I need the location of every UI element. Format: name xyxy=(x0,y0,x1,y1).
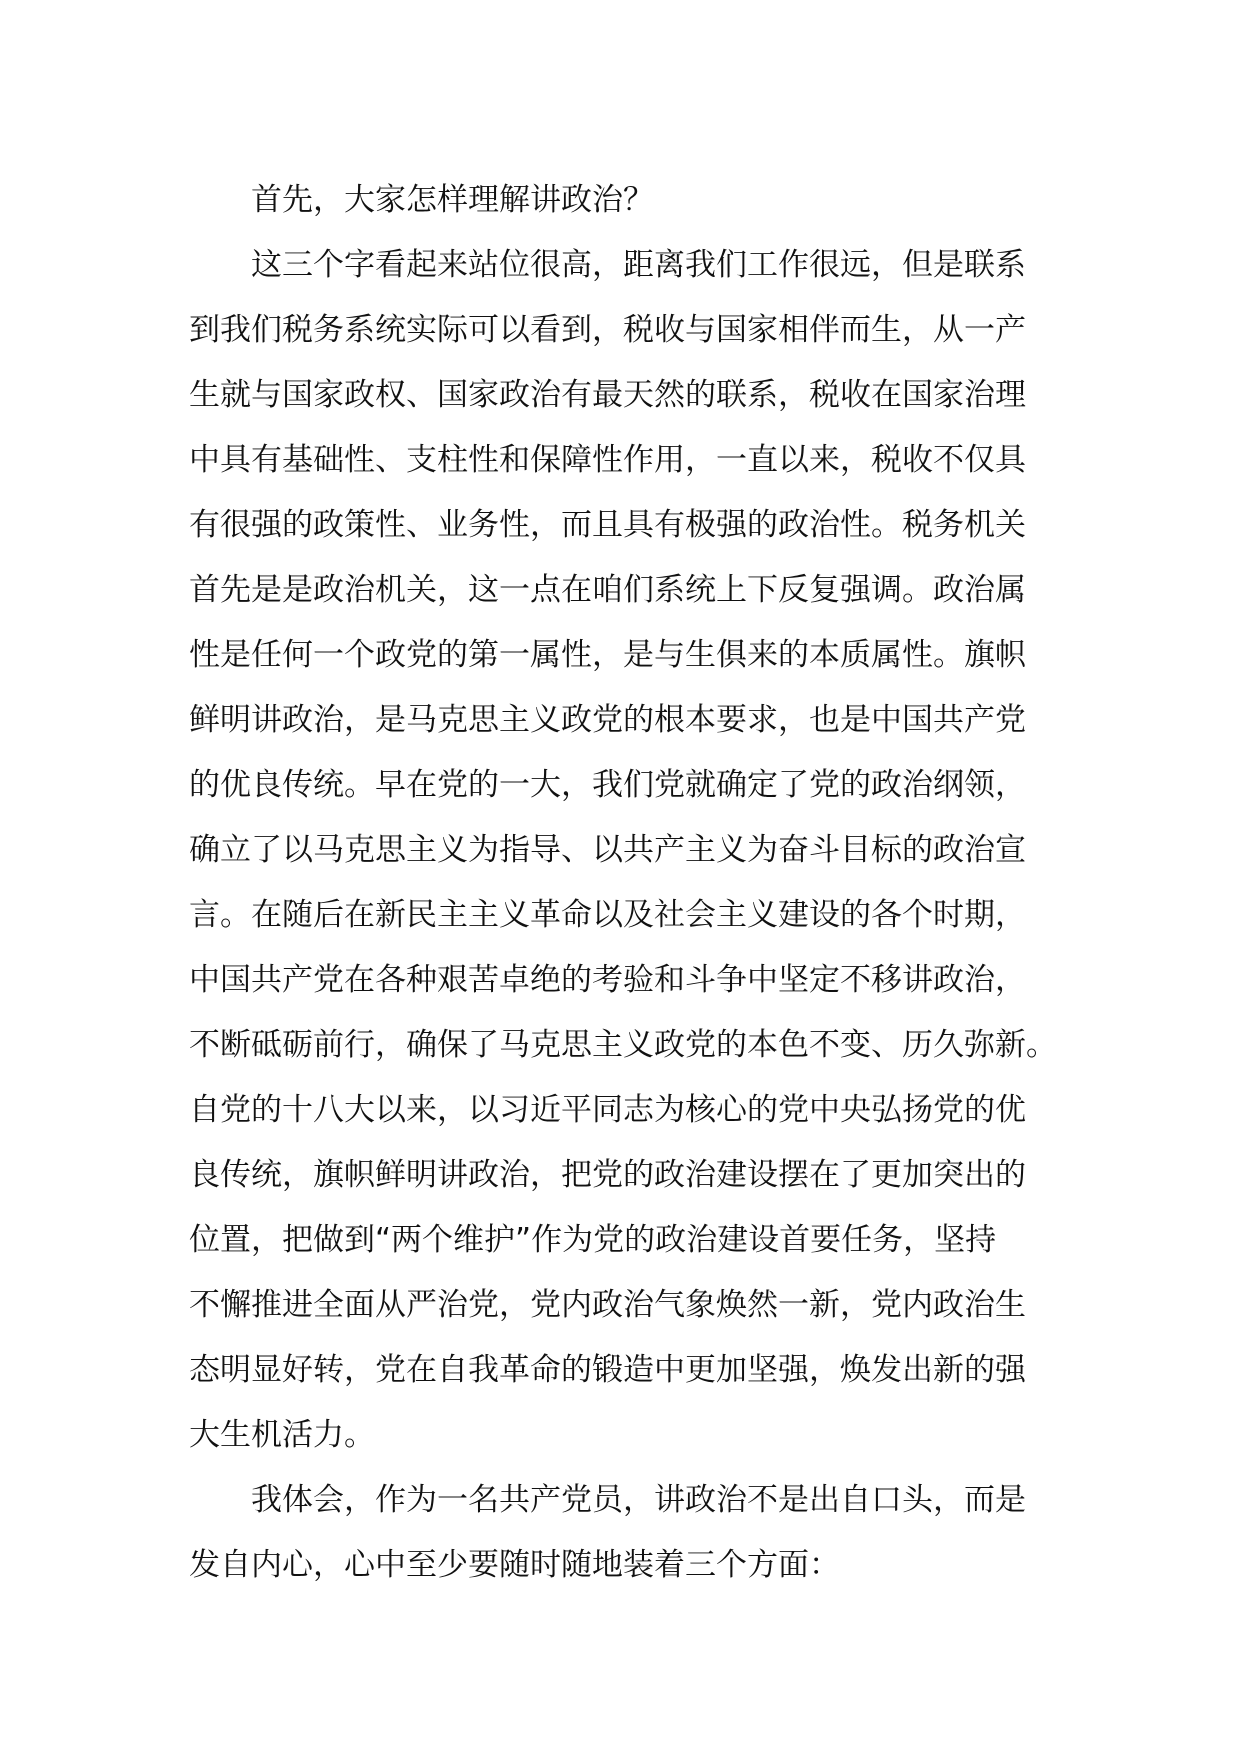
text-line: 中国共产党在各种艰苦卓绝的考验和斗争中坚定不移讲政治， xyxy=(189,962,1026,998)
text-line: 位置，把做到“两个维护”作为党的政治建设首要任务，坚持 xyxy=(189,1222,997,1258)
text-line: 发自内心，心中至少要随时随地装着三个方面： xyxy=(189,1547,840,1583)
text-line: 确立了以马克思主义为指导、以共产主义为奋斗目标的政治宣 xyxy=(189,832,1026,868)
body-text xyxy=(189,168,1059,1598)
text-line: 良传统，旗帜鲜明讲政治，把党的政治建设摆在了更加突出的 xyxy=(189,1157,1026,1193)
text-line: 的优良传统。早在党的一大，我们党就确定了党的政治纲领， xyxy=(189,767,1026,803)
paragraph-heading-line: 首先，大家怎样理解讲政治？ xyxy=(251,182,654,218)
text-line: 大生机活力。 xyxy=(189,1417,375,1453)
text-line: 有很强的政策性、业务性，而且具有极强的政治性。税务机关 xyxy=(189,507,1026,543)
text-line: 态明显好转，党在自我革命的锻造中更加坚强，焕发出新的强 xyxy=(189,1352,1026,1388)
text-line: 首先是是政治机关，这一点在咱们系统上下反复强调。政治属 xyxy=(189,572,1026,608)
text-line: 自党的十八大以来，以习近平同志为核心的党中央弘扬党的优 xyxy=(189,1092,1026,1128)
text-line: 到我们税务系统实际可以看到，税收与国家相伴而生，从一产 xyxy=(189,312,1026,348)
text-line: 鲜明讲政治，是马克思主义政党的根本要求，也是中国共产党 xyxy=(189,702,1026,738)
text-line: 中具有基础性、支柱性和保障性作用，一直以来，税收不仅具 xyxy=(189,442,1026,478)
text-line: 不懈推进全面从严治党，党内政治气象焕然一新，党内政治生 xyxy=(189,1287,1026,1323)
text-line: 生就与国家政权、国家政治有最天然的联系，税收在国家治理 xyxy=(189,377,1026,413)
text-line: 不断砥砺前行，确保了马克思主义政党的本色不变、历久弥新。 xyxy=(189,1027,1057,1063)
text-line: 我体会，作为一名共产党员，讲政治不是出自口头，而是 xyxy=(251,1482,1026,1518)
text-line: 性是任何一个政党的第一属性，是与生俱来的本质属性。旗帜 xyxy=(189,637,1026,673)
text-line: 这三个字看起来站位很高，距离我们工作很远，但是联系 xyxy=(251,247,1026,283)
text-line: 言。在随后在新民主主义革命以及社会主义建设的各个时期， xyxy=(189,897,1026,933)
